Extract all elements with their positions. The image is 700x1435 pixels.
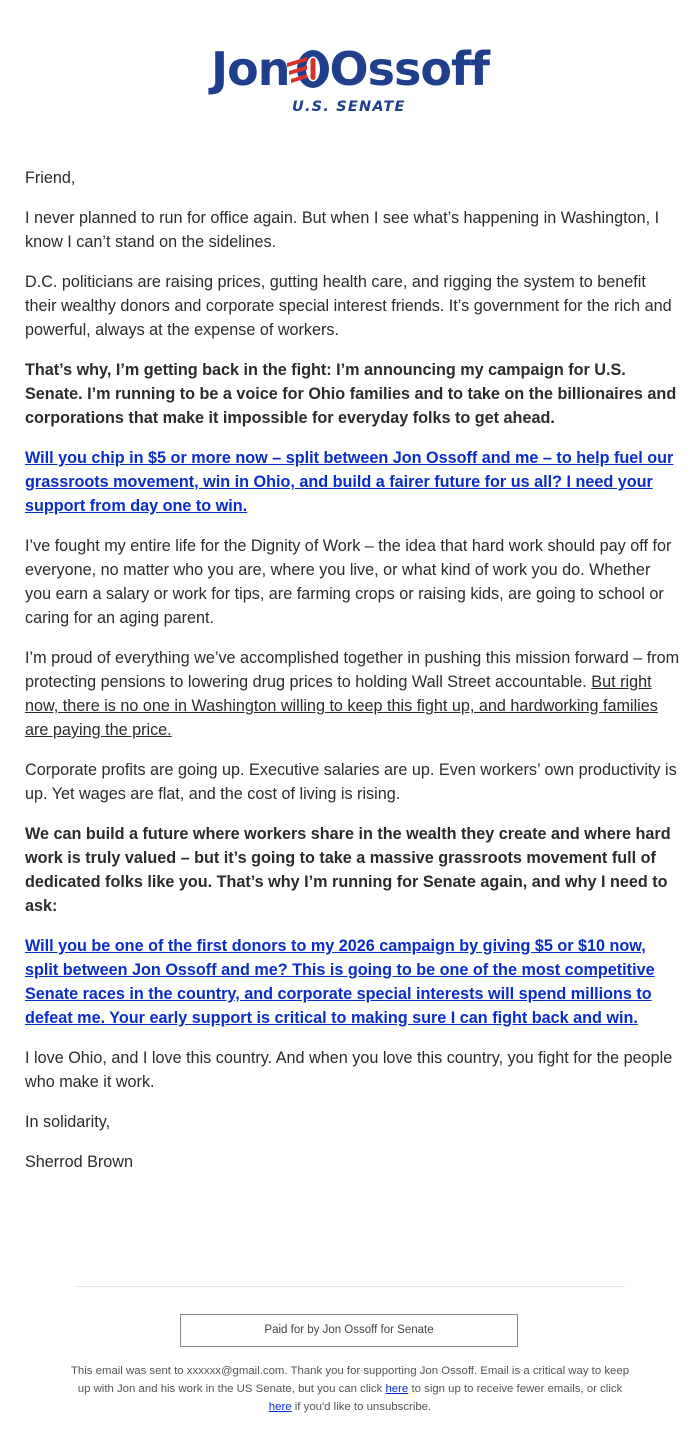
email-body — [25, 166, 680, 1174]
sign-off: In solidarity, — [25, 1113, 111, 1131]
footer-divider — [75, 1286, 625, 1287]
footer-text — [70, 1362, 630, 1416]
logo-wordmark — [0, 42, 700, 96]
footer-text-1: This email was sent to xxxxxx@gmail.com. Thank you for supporting Jon Ossoff. Email is a critical way to keep up with Jon and his work in the US Senate, but you can click — [70, 1365, 630, 1395]
paragraph-2: D.C. politicians are raising prices, gutting health care, and rigging the system to benefit their wealthy donors and corporate special interest friends. It’s government for the rich and powerful, always at the expense of workers. — [25, 273, 672, 339]
paragraph-6: Corporate profits are going up. Executive salaries are up. Even workers’ own productivity is up. Yet wages are flat, and the cost of living is rising. — [25, 761, 677, 803]
signature: Sherrod Brown — [25, 1153, 133, 1171]
paragraph-7-bold: We can build a future where workers share in the wealth they create and where hard work is truly valued – but it’s going to take a massive grassroots movement full of dedicated folks like you. That’s why I’m running for Senate again, and why I need to ask: — [25, 825, 671, 915]
flag-o-logo-icon — [287, 47, 331, 91]
campaign-logo — [0, 42, 700, 122]
footer-text-3: if you'd like to unsubscribe. — [294, 1401, 432, 1413]
paragraph-1: I never planned to run for office again. But when I see what’s happening in Washington, I know I can’t stand on the sidelines. — [25, 209, 660, 251]
logo-last-name: Ossoff — [329, 42, 489, 96]
paid-for-disclaimer: Paid for by Jon Ossoff for Senate — [180, 1314, 518, 1347]
fewer-emails-link[interactable]: here — [385, 1383, 409, 1395]
greeting: Friend, — [25, 169, 76, 187]
logo-first-name: Jon — [211, 42, 290, 96]
paragraph-3-bold: That’s why, I’m getting back in the fight: I’m announcing my campaign for U.S. Senate. I’m running to be a voice for Ohio families and to take on the billionaires and corporations that make it impossible for everyday folks to get ahead. — [25, 361, 677, 427]
footer-text-2: to sign up to receive fewer emails, or click — [411, 1383, 623, 1395]
donate-link-2[interactable]: Will you be one of the first donors to my 2026 campaign by giving $5 or $10 now, split between Jon Ossoff and me? This is going to be one of the most competitive Senate races in the country, and corporate special interests will spend millions to defeat me. Your early support is critical to making sure I can fight back and win. — [25, 937, 655, 1027]
paragraph-5 — [25, 646, 680, 742]
logo-subtitle: U.S. SENATE — [292, 99, 406, 115]
paragraph-5-text: I’m proud of everything we’ve accomplished together in pushing this mission forward – from protecting pensions to lowering drug prices to holding Wall Street accountable. — [25, 649, 680, 691]
paragraph-4: I’ve fought my entire life for the Dignity of Work – the idea that hard work should pay off for everyone, no matter who you are, where you live, or what kind of work you do. Whether you earn a salary or work for tips, are farming crops or raising kids, are going to school or caring for an aging parent. — [25, 537, 672, 627]
paragraph-5-underlined: But right now, there is no one in Washington willing to keep this fight up, and hardworking families are paying the price. — [25, 673, 658, 739]
donate-link-1[interactable]: Will you chip in $5 or more now – split between Jon Ossoff and me – to help fuel our grassroots movement, win in Ohio, and build a fairer future for us all? I need your support from day one to win. — [25, 449, 674, 515]
paragraph-8: I love Ohio, and I love this country. And when you love this country, you fight for the people who make it work. — [25, 1049, 673, 1091]
unsubscribe-link[interactable]: here — [268, 1401, 292, 1413]
